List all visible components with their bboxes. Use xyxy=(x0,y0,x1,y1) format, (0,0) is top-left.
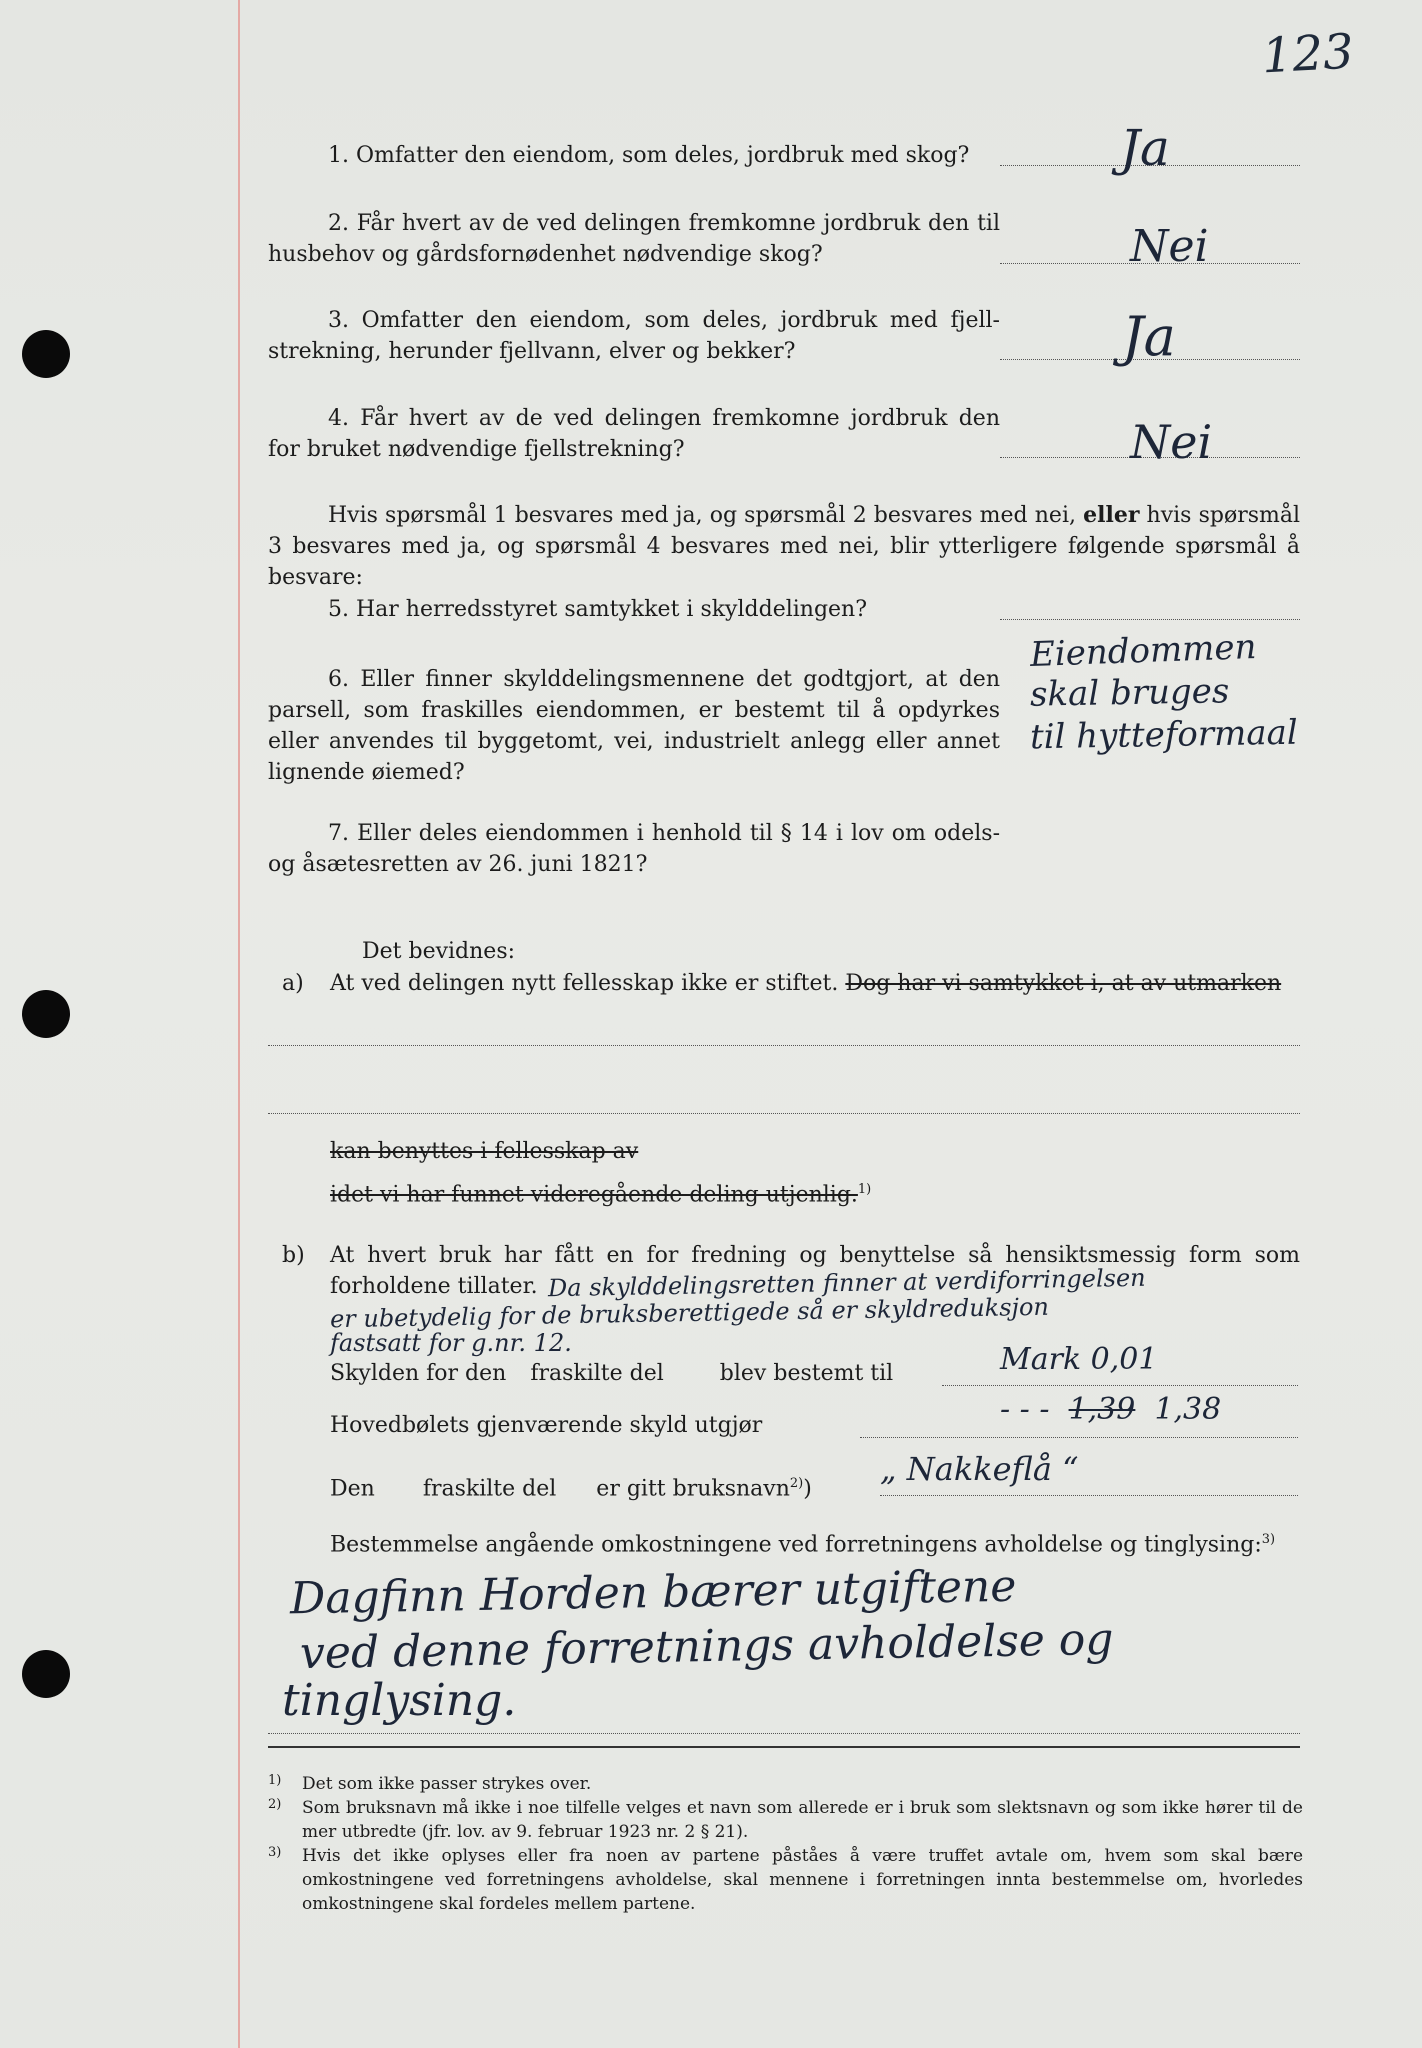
cost-hand-line-3: tinglysing. xyxy=(282,1675,517,1726)
struck-text: Dog har vi samtykket i, at av utmarken xyxy=(845,971,1282,996)
question-number: 5. xyxy=(328,597,349,622)
question-number: 3. xyxy=(328,308,349,333)
item-a-label: a) xyxy=(282,971,304,996)
answer-6-line-2: skal bruges xyxy=(1029,671,1230,715)
blank-line xyxy=(268,1044,1300,1046)
value-line xyxy=(942,1384,1298,1386)
struck-line-1: kan benyttes i fellesskap av xyxy=(330,1139,639,1164)
conditional-paragraph: Hvis spørsmål 1 besvares med ja, og spørsmål 2 besvares med nei, eller hvis spørsmål 3 besvares med ja, og spørsmål 4 besvares med nei, blir ytterligere følgende spørsmål å besvare: xyxy=(268,502,1301,590)
question-number: 7. xyxy=(328,821,349,846)
question-text: Har herredsstyret samtykket i skylddelingen? xyxy=(356,597,868,622)
item-b-hand-line-2: er ubetydelig for de bruksberettigede så er skyldreduksjon xyxy=(329,1292,1050,1334)
footnote: 3) Hvis det ikke oplyses eller fra noen av partene påståes å være truffet avtale om, hvem som skal bære omkostningene ved forretningens avholdelse, skal mennene i forretningen innta bestemmelse om, hvorledes omkostningene skal fordeles mellem partene. xyxy=(268,1845,1303,1914)
value-line xyxy=(860,1436,1298,1438)
page-number: 123 xyxy=(1260,23,1356,85)
question-text: Omfatter den eiendom, som deles, jordbruk med fjell-strekning, herunder fjellvann, elver og bekker? xyxy=(268,308,1000,364)
footnote: 2) Som bruksnavn må ikke i noe tilfelle velges et navn som allerede er i bruk som slektsnavn og som ikke hører til de mer utbredte (jfr. lov. av 9. februar 1923 nr. 2 § 21). xyxy=(268,1797,1303,1842)
question-number: 1. xyxy=(328,143,349,168)
question-text: Får hvert av de ved delingen fremkomne jordbruk den for bruket nødvendige fjellstrekning? xyxy=(268,406,1000,462)
question-1 xyxy=(268,140,1000,171)
item-b-hand-line-3: fastsatt for g.nr. 12. xyxy=(330,1329,572,1357)
question-text: Eller finner skylddelingsmennene det godtgjort, at den parsell, som fraskilles eiendommen, er bestemt til å opdyrkes eller anvendes til byggetomt, vei, industrielt anlegg eller annet lignende øiemed? xyxy=(268,667,1000,785)
question-number: 2. xyxy=(328,211,349,236)
answer-2: Nei xyxy=(1130,221,1209,272)
question-5 xyxy=(268,594,1000,625)
blank-line xyxy=(268,1112,1300,1114)
footnote: 1) Det som ikke passer strykes over. xyxy=(268,1773,592,1794)
answer-6-line-1: Eiendommen xyxy=(1029,627,1258,675)
question-7 xyxy=(268,818,1000,880)
blank-line xyxy=(268,1732,1300,1734)
struck-line-2: idet vi har funnet videregående deling utjenlig.$^{1)}$ xyxy=(330,1182,872,1208)
punch-hole xyxy=(22,990,70,1038)
skyld-label-2: Hovedbølets gjenværende skyld utgjør xyxy=(330,1413,763,1438)
answer-4: Nei xyxy=(1130,415,1213,469)
skyld-value-3: „ Nakkeflå “ xyxy=(880,1450,1079,1488)
question-3 xyxy=(268,305,1000,367)
item-b-hand-line-1: Da skylddelingsretten finner at verdiforringelsen xyxy=(547,1263,1146,1303)
item-b-text: At hvert bruk har fått en for fredning og benyttelse så hensiktsmessig form som forholdene tillater. xyxy=(330,1243,1300,1299)
skyld-value-2: - - - 1,39 1,38 xyxy=(1000,1392,1222,1427)
bevidnes-heading: Det bevidnes: xyxy=(362,939,516,964)
skyld-label-3: Den fraskilte del er gitt bruksnavn$^{2)}$) xyxy=(330,1476,812,1502)
question-number: 4. xyxy=(328,406,349,431)
margin-rule xyxy=(238,0,240,2048)
question-text: Får hvert av de ved delingen fremkomne jordbruk den til husbehov og gårdsfornødenhet nødvendige skog? xyxy=(268,211,1000,267)
answer-1: Ja xyxy=(1120,119,1170,177)
question-number: 6. xyxy=(328,667,349,692)
value-line xyxy=(880,1494,1298,1496)
item-a-text: At ved delingen nytt fellesskap ikke er stiftet. Dog har vi samtykket i, at av utmarken xyxy=(330,971,1282,996)
answer-3: Ja xyxy=(1122,305,1176,368)
footnote-separator xyxy=(268,1746,1300,1748)
skyld-value-1: Mark 0,01 xyxy=(1000,1342,1158,1377)
punch-hole xyxy=(22,1650,70,1698)
question-4 xyxy=(268,403,1000,465)
cost-hand-line-1: Dagfinn Horden bærer utgiftene xyxy=(289,1560,1017,1625)
question-text: Eller deles eiendommen i henhold til § 14 i lov om odels- og åsætesretten av 26. juni 1821? xyxy=(268,821,1000,877)
question-2 xyxy=(268,208,1000,270)
cost-label: Bestemmelse angående omkostningene ved forretningens avholdelse og tinglysing:$^{3)}$ xyxy=(330,1532,1276,1558)
answer-line xyxy=(1000,618,1300,620)
answer-6-line-3: til hytteformaal xyxy=(1029,712,1299,758)
cost-hand-line-2: ved denne forretnings avholdelse og xyxy=(299,1613,1114,1680)
item-b-label: b) xyxy=(282,1243,305,1268)
skyld-label-1: Skylden for den fraskilte del blev bestemt til xyxy=(330,1361,894,1386)
question-text: Omfatter den eiendom, som deles, jordbruk med skog? xyxy=(356,143,970,168)
footnotes xyxy=(268,1772,1303,1916)
punch-hole xyxy=(22,330,70,378)
question-6 xyxy=(268,664,1000,788)
